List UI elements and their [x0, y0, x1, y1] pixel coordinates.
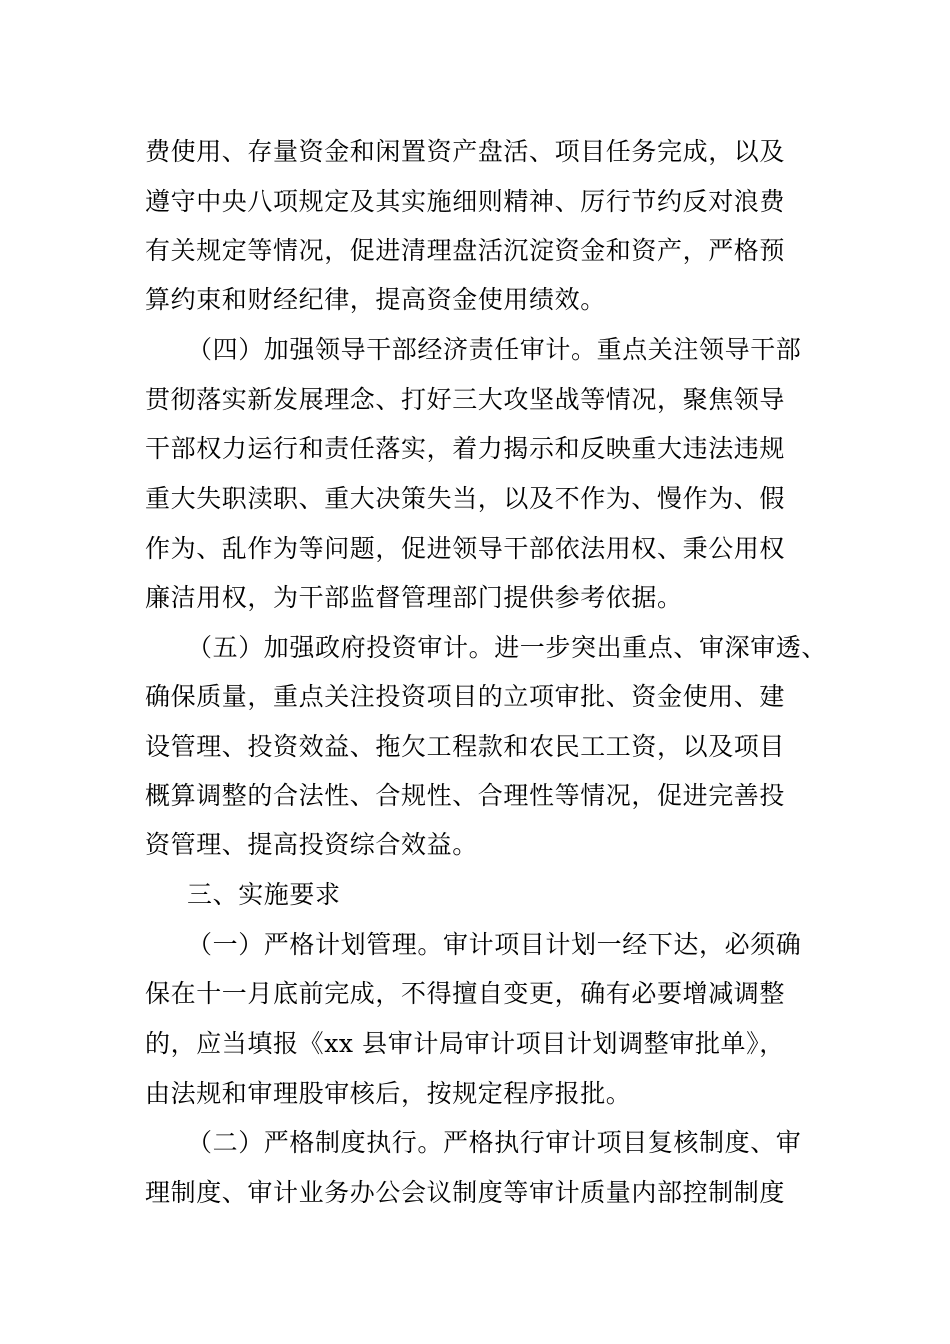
text-line: （四）加强领导干部经济责任审计。重点关注领导干部 [187, 335, 802, 364]
text-line: 确保质量，重点关注投资项目的立项审批、资金使用、建 [145, 682, 786, 711]
text-line: 廉洁用权，为干部监督管理部门提供参考依据。 [145, 583, 683, 612]
text-line: 重大失职渎职、重大决策失当，以及不作为、慢作为、假 [145, 484, 786, 513]
section-heading: 三、实施要求 [187, 880, 341, 909]
text-line: 由法规和审理股审核后，按规定程序报批。 [145, 1079, 632, 1108]
text-line: 资管理、提高投资综合效益。 [145, 830, 478, 859]
text-line: 理制度、审计业务办公会议制度等审计质量内部控制制度 [145, 1178, 786, 1207]
text-line: 干部权力运行和责任落实，着力揭示和反映重大违法违规 [145, 434, 786, 463]
text-line: 的，应当填报《xx 县审计局审计项目计划调整审批单》， [145, 1029, 785, 1058]
text-line: 设管理、投资效益、拖欠工程款和农民工工资，以及项目 [145, 732, 786, 761]
text-line: 遵守中央八项规定及其实施细则精神、厉行节约反对浪费 [145, 187, 786, 216]
text-line: 贯彻落实新发展理念、打好三大攻坚战等情况，聚焦领导 [145, 385, 786, 414]
text-line: 保在十一月底前完成，不得擅自变更，确有必要增减调整 [145, 979, 786, 1008]
text-line: 有关规定等情况，促进清理盘活沉淀资金和资产，严格预 [145, 236, 786, 265]
text-line: 概算调整的合法性、合规性、合理性等情况，促进完善投 [145, 781, 786, 810]
text-line: 算约束和财经纪律，提高资金使用绩效。 [145, 285, 606, 314]
text-line: （一）严格计划管理。审计项目计划一经下达，必须确 [187, 930, 802, 959]
text-line: 费使用、存量资金和闲置资产盘活、项目任务完成，以及 [145, 137, 786, 166]
text-line: 作为、乱作为等问题，促进领导干部依法用权、秉公用权 [145, 534, 786, 563]
text-line: （五）加强政府投资审计。进一步突出重点、审深审透、 [187, 633, 828, 662]
text-line: （二）严格制度执行。严格执行审计项目复核制度、审 [187, 1128, 802, 1157]
